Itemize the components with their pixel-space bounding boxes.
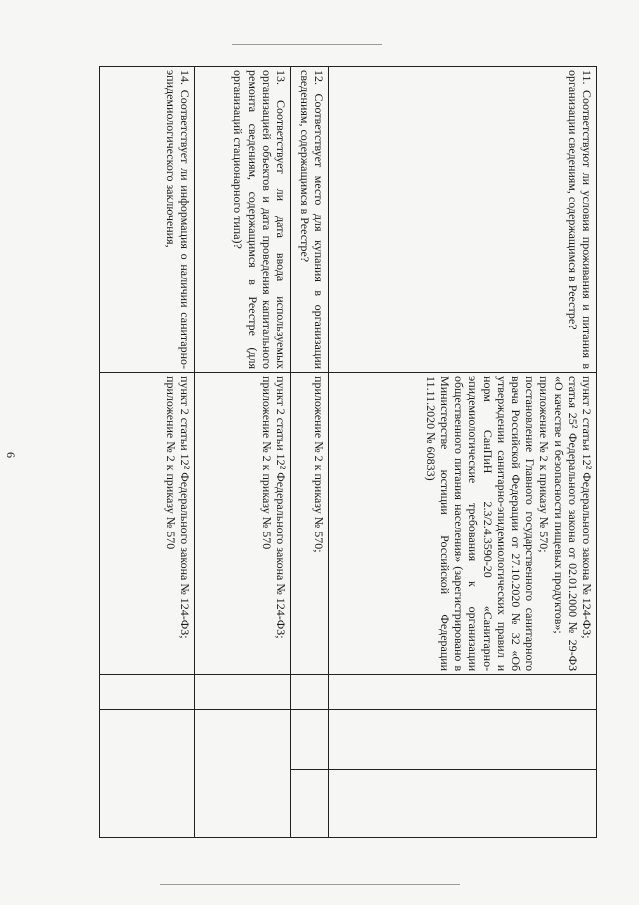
answer-yes-column [100,675,596,710]
table-row [290,710,328,837]
table-row [290,373,328,674]
empty-cell [290,675,328,709]
table-row [328,710,596,837]
table-row [194,373,290,674]
table-row [98,373,194,674]
empty-cell [98,710,194,837]
scan-artifact-top [232,44,382,45]
table-row [98,67,194,372]
scan-artifact-bottom [160,884,460,885]
question-cell: 11. Соответствуют ли условия проживания и питания в организации сведениям, содержащимся в Реестре? [565,70,594,370]
empty-cell [329,710,596,770]
table-row [194,67,290,372]
legal-basis-cell: пункт 2 статьи 12² Федерального закона № 124-ФЗ; статья 25² Федерального закона от 02.01.2000 № 29-ФЗ «О качестве и безопасности пищевых продуктов»; приложение № 2 к приказу № 570; постановление Главного государственного санитарного врача Российской Федерации от 27.10.2020 № 32 «Об утверждении санитарно-эпидемиологических правил и норм СанПиН 2.3/2.4.3590-20 «Санитарно-эпидемиологические требования к организации общественного питания населения» (зарегистрировано в Министерстве юстиции Российской Федерации 11.11.2020 № 60833) [423,376,594,672]
question-cell: 13. Соответствует ли дата ввода используемых организацией объектов и дата проведения капитального ремонта сведениям, содержащимся в Реестре (для организаций стационарного типа)? [231,70,288,370]
legal-basis-column [100,373,596,675]
question-column [100,67,596,373]
legal-basis-cell: пункт 2 статьи 12² Федерального закона № 124-ФЗ; приложение № 2 к приказу № 570 [259,376,288,639]
legal-basis-cell: приложение № 2 к приказу № 570; [312,376,326,553]
table-row [328,67,596,372]
question-cell: 14. Соответствует ли информация о наличии санитарно-эпидемиологического заключения, [163,70,192,370]
empty-cell [291,770,328,837]
page-number: 6 [4,452,18,458]
empty-cell [329,770,596,837]
empty-cell [194,710,290,837]
empty-cell [194,675,290,709]
table-row [290,67,328,372]
question-cell: 12. Соответствует место для купания в организации сведениям, содержащимся в Реестре? [297,70,326,370]
table-row [328,373,596,674]
legal-basis-cell: пункт 2 статьи 12² Федерального закона № 124-ФЗ; приложение № 2 к приказу № 570 [163,376,192,639]
empty-cell [98,675,194,709]
empty-cell [291,710,328,770]
answer-notes-column [100,710,596,837]
checklist-table [99,66,597,838]
empty-cell [328,675,596,709]
